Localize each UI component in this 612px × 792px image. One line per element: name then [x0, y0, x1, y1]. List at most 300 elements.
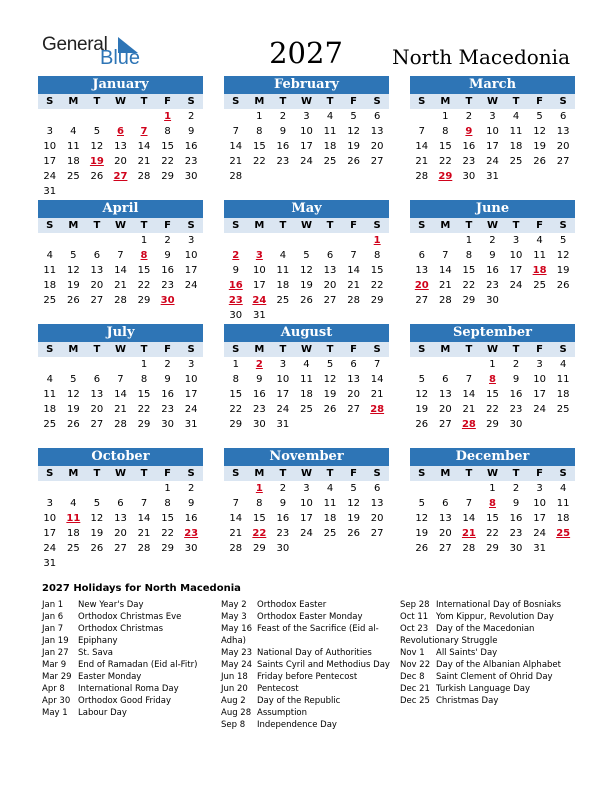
day-cell: 21	[347, 280, 360, 291]
empty-cell	[342, 233, 366, 248]
day-cell: 30	[509, 543, 523, 554]
day-cell: 9	[489, 250, 496, 261]
holiday-name: Epiphany	[78, 636, 118, 646]
day-cell: 4	[536, 235, 543, 246]
day-cell: 13	[90, 389, 104, 400]
day-cell: 19	[347, 141, 360, 152]
weekday-label: S	[232, 96, 240, 107]
day-cell: 21	[229, 156, 243, 167]
holiday-row	[400, 623, 575, 635]
day-cell: 22	[438, 156, 452, 167]
holiday-name: Saints Cyril and Methodius Day	[257, 660, 390, 670]
empty-cell	[342, 541, 366, 556]
day-cell: 6	[418, 250, 425, 261]
day-cell: 3	[489, 111, 496, 122]
weekday-label: T	[93, 96, 101, 107]
week-row	[38, 496, 203, 511]
day-cell: 20	[114, 528, 127, 539]
day-cell: 12	[415, 513, 429, 524]
empty-cell	[295, 169, 319, 184]
empty-cell	[271, 169, 295, 184]
holiday-row	[400, 647, 575, 659]
week-row	[410, 169, 575, 184]
week-row	[224, 511, 389, 526]
weekday-label: W	[486, 344, 498, 355]
weekday-header	[224, 218, 389, 233]
day-cell: 27	[347, 404, 360, 415]
holiday-day: 30	[160, 295, 175, 306]
day-cell: 23	[161, 280, 174, 291]
holiday-date: Oct 23	[400, 624, 429, 634]
holidays-column-2	[221, 599, 401, 731]
holiday-day: 25	[556, 528, 571, 539]
month-june	[410, 200, 575, 308]
day-cell: 5	[418, 498, 425, 509]
day-cell: 1	[232, 359, 239, 370]
day-cell: 11	[533, 250, 546, 261]
day-cell: 6	[373, 111, 381, 122]
holiday-date: May 24	[221, 660, 253, 670]
weekday-label: S	[418, 96, 426, 107]
week-row	[38, 481, 203, 496]
day-cell: 2	[465, 111, 473, 122]
day-cell: 18	[300, 389, 313, 400]
day-cell: 1	[140, 235, 148, 246]
weekday-label: S	[187, 96, 195, 107]
holiday-day: 11	[66, 513, 81, 524]
weekday-label: W	[486, 468, 498, 479]
day-cell: 13	[438, 513, 452, 524]
month-april	[38, 200, 203, 308]
week-row	[224, 481, 389, 496]
holiday-day: 1	[373, 235, 381, 246]
weekday-label: M	[440, 468, 451, 479]
day-cell: 12	[300, 265, 313, 276]
day-cell: 25	[66, 543, 80, 554]
holiday-row	[42, 599, 222, 611]
day-cell: 29	[137, 419, 151, 430]
day-cell: 17	[43, 156, 57, 167]
logo-general-text: General	[42, 34, 108, 55]
weekday-label: F	[164, 344, 172, 355]
month-december	[410, 448, 575, 556]
weekday-label: T	[512, 468, 520, 479]
day-cell: 28	[114, 419, 127, 430]
day-cell: 25	[533, 280, 546, 291]
day-cell: 14	[137, 141, 151, 152]
holiday-name: Labour Day	[78, 708, 127, 718]
day-cell: 21	[114, 280, 127, 291]
day-cell: 14	[370, 374, 384, 385]
week-row	[38, 526, 203, 541]
weekday-label: T	[279, 468, 287, 479]
day-cell: 6	[373, 483, 381, 494]
day-cell: 29	[161, 171, 174, 182]
day-cell: 13	[347, 374, 360, 385]
holiday-name: Yom Kippur, Revolution Day	[436, 612, 554, 622]
day-cell: 9	[279, 498, 287, 509]
weekday-label: S	[232, 220, 240, 231]
day-cell: 16	[161, 265, 174, 276]
day-cell: 11	[556, 374, 570, 385]
weekday-label: S	[46, 96, 54, 107]
weekday-label: S	[373, 220, 381, 231]
day-cell: 1	[140, 359, 148, 370]
week-row	[38, 154, 203, 169]
weekday-label: M	[68, 220, 79, 231]
holiday-day: 28	[461, 419, 476, 430]
weekday-header	[410, 94, 575, 109]
day-cell: 18	[276, 280, 290, 291]
holiday-name: Friday before Pentecost	[257, 672, 358, 682]
empty-cell	[504, 169, 528, 184]
weekday-label: T	[326, 220, 334, 231]
weekday-header	[410, 466, 575, 481]
day-cell: 10	[252, 265, 266, 276]
weekday-label: T	[279, 344, 287, 355]
day-cell: 17	[184, 265, 198, 276]
day-cell: 30	[276, 543, 290, 554]
day-cell: 5	[536, 111, 543, 122]
day-cell: 9	[512, 374, 520, 385]
day-cell: 20	[556, 141, 570, 152]
day-cell: 10	[43, 141, 57, 152]
day-cell: 26	[90, 543, 104, 554]
holiday-date: Nov 1	[400, 648, 425, 658]
day-cell: 2	[279, 111, 287, 122]
day-cell: 6	[350, 359, 357, 370]
day-cell: 3	[187, 235, 195, 246]
weekday-label: S	[232, 344, 240, 355]
empty-cell	[132, 556, 156, 571]
day-cell: 2	[164, 235, 171, 246]
holiday-name: Easter Monday	[78, 672, 142, 682]
day-cell: 3	[303, 483, 310, 494]
holiday-date: Jun 20	[221, 684, 248, 694]
day-cell: 10	[533, 498, 546, 509]
day-cell: 14	[347, 265, 360, 276]
holiday-day: 1	[255, 483, 263, 494]
holiday-day: 27	[113, 171, 128, 182]
empty-cell	[457, 357, 481, 372]
weekday-label: S	[559, 220, 567, 231]
weekday-label: F	[350, 468, 358, 479]
empty-cell	[179, 556, 203, 571]
weekday-header	[410, 342, 575, 357]
week-row	[38, 541, 203, 556]
month-title: October	[38, 448, 203, 466]
empty-cell	[85, 184, 109, 199]
day-cell: 5	[350, 111, 357, 122]
holiday-name: International Day of Bosniaks	[436, 600, 562, 610]
week-row	[224, 248, 389, 263]
day-cell: 22	[161, 528, 174, 539]
day-cell: 31	[43, 558, 57, 569]
empty-cell	[342, 417, 366, 432]
holiday-name: All Saints' Day	[436, 648, 498, 658]
day-cell: 18	[43, 280, 57, 291]
week-row	[410, 139, 575, 154]
holiday-name: Day of the Albanian Alphabet	[436, 660, 561, 670]
day-cell: 3	[512, 235, 520, 246]
holiday-day: 3	[255, 250, 263, 261]
empty-cell	[295, 233, 319, 248]
empty-cell	[318, 417, 342, 432]
empty-cell	[528, 417, 552, 432]
holiday-date: Mar 9	[42, 660, 67, 670]
day-cell: 15	[252, 141, 266, 152]
holiday-day: 21	[461, 528, 476, 539]
day-cell: 8	[164, 126, 171, 137]
day-cell: 3	[279, 359, 287, 370]
holidays-title: 2027 Holidays for North Macedonia	[42, 583, 241, 594]
empty-cell	[85, 556, 109, 571]
day-cell: 14	[462, 513, 476, 524]
holiday-name: International Roma Day	[78, 684, 179, 694]
day-cell: 25	[556, 404, 570, 415]
empty-cell	[528, 169, 552, 184]
day-cell: 11	[323, 498, 337, 509]
month-title: February	[224, 76, 389, 94]
day-cell: 23	[509, 404, 523, 415]
empty-cell	[132, 184, 156, 199]
weekday-label: T	[93, 468, 101, 479]
week-row	[224, 169, 389, 184]
week-row	[38, 372, 203, 387]
empty-cell	[551, 417, 575, 432]
day-cell: 21	[462, 404, 476, 415]
day-cell: 1	[489, 359, 496, 370]
day-cell: 13	[370, 498, 384, 509]
day-cell: 16	[509, 513, 523, 524]
day-cell: 14	[114, 389, 127, 400]
holiday-name: Orthodox Christmas Eve	[78, 612, 182, 622]
day-cell: 7	[465, 498, 473, 509]
day-cell: 18	[66, 528, 80, 539]
holiday-day: 2	[255, 359, 263, 370]
holiday-day: 9	[465, 126, 473, 137]
day-cell: 27	[438, 419, 452, 430]
weekday-header	[224, 466, 389, 481]
day-cell: 19	[300, 280, 313, 291]
weekday-label: W	[486, 220, 498, 231]
holiday-date: Dec 25	[400, 696, 430, 706]
day-cell: 20	[370, 513, 384, 524]
day-cell: 9	[164, 250, 171, 261]
holiday-day: 2	[232, 250, 240, 261]
day-cell: 10	[184, 250, 198, 261]
day-cell: 7	[232, 126, 239, 137]
day-cell: 30	[229, 310, 243, 321]
empty-cell	[109, 184, 133, 199]
week-row	[38, 556, 203, 571]
month-february	[224, 76, 389, 184]
weekday-label: M	[440, 220, 451, 231]
day-cell: 8	[465, 250, 473, 261]
day-cell: 26	[300, 295, 313, 306]
day-cell: 7	[442, 250, 449, 261]
week-row	[410, 154, 575, 169]
holiday-date: May 1	[42, 708, 68, 718]
holiday-day: 29	[438, 171, 453, 182]
weekday-label: S	[46, 344, 54, 355]
day-cell: 6	[442, 498, 449, 509]
day-cell: 6	[93, 374, 101, 385]
holiday-date: Jan 19	[42, 636, 69, 646]
day-cell: 5	[93, 498, 101, 509]
weekday-label: S	[559, 96, 567, 107]
weekday-label: T	[512, 96, 520, 107]
holiday-row	[221, 719, 401, 731]
day-cell: 9	[187, 498, 195, 509]
week-row	[224, 496, 389, 511]
day-cell: 4	[326, 483, 334, 494]
empty-cell	[434, 233, 458, 248]
weekday-label: W	[114, 220, 126, 231]
day-cell: 16	[276, 513, 290, 524]
day-cell: 27	[370, 156, 384, 167]
day-cell: 20	[90, 280, 104, 291]
day-cell: 13	[556, 126, 570, 137]
day-cell: 21	[114, 404, 127, 415]
empty-cell	[365, 169, 389, 184]
day-cell: 4	[559, 359, 567, 370]
day-cell: 17	[43, 528, 57, 539]
day-cell: 4	[279, 250, 287, 261]
day-cell: 27	[90, 419, 104, 430]
day-cell: 10	[43, 513, 57, 524]
day-cell: 23	[509, 528, 523, 539]
day-cell: 3	[46, 498, 53, 509]
holiday-date: Sep 28	[400, 600, 430, 610]
day-cell: 29	[462, 295, 476, 306]
empty-cell	[132, 481, 156, 496]
empty-cell	[156, 556, 180, 571]
weekday-label: W	[114, 344, 126, 355]
empty-cell	[504, 293, 528, 308]
day-cell: 11	[43, 389, 57, 400]
day-cell: 17	[509, 265, 523, 276]
weekday-label: T	[465, 96, 473, 107]
weekday-header	[38, 218, 203, 233]
empty-cell	[528, 293, 552, 308]
day-cell: 4	[46, 250, 53, 261]
day-cell: 16	[276, 141, 290, 152]
empty-cell	[38, 481, 62, 496]
month-may	[224, 200, 389, 323]
day-cell: 15	[229, 389, 243, 400]
holiday-name: New Year's Day	[78, 600, 144, 610]
day-cell: 5	[93, 126, 101, 137]
week-row	[38, 139, 203, 154]
day-cell: 1	[489, 483, 496, 494]
day-cell: 10	[486, 126, 499, 137]
week-row	[224, 139, 389, 154]
month-october	[38, 448, 203, 571]
empty-cell	[410, 481, 434, 496]
empty-cell	[295, 308, 319, 323]
holiday-name: Saint Clement of Ohrid Day	[436, 672, 553, 682]
day-cell: 28	[137, 171, 151, 182]
day-cell: 7	[117, 374, 124, 385]
month-title: November	[224, 448, 389, 466]
holiday-date: Jan 27	[42, 648, 69, 658]
weekday-label: S	[373, 344, 381, 355]
weekday-label: M	[440, 344, 451, 355]
day-cell: 15	[486, 389, 499, 400]
day-cell: 22	[486, 404, 499, 415]
day-cell: 12	[556, 250, 570, 261]
day-cell: 5	[326, 359, 334, 370]
empty-cell	[434, 481, 458, 496]
day-cell: 15	[486, 513, 499, 524]
week-row	[224, 357, 389, 372]
day-cell: 28	[114, 295, 127, 306]
weekday-label: T	[465, 220, 473, 231]
week-row	[224, 124, 389, 139]
day-cell: 20	[438, 528, 452, 539]
holiday-name: Orthodox Easter Monday	[257, 612, 363, 622]
day-cell: 3	[46, 126, 53, 137]
day-cell: 2	[187, 483, 195, 494]
day-cell: 9	[187, 126, 195, 137]
holiday-day: 16	[228, 280, 243, 291]
day-cell: 19	[533, 141, 546, 152]
holidays-column-1	[42, 599, 222, 719]
week-row	[224, 417, 389, 432]
month-title: August	[224, 324, 389, 342]
day-cell: 12	[415, 389, 429, 400]
weekday-label: W	[114, 96, 126, 107]
day-cell: 2	[512, 483, 520, 494]
day-cell: 15	[462, 265, 476, 276]
week-row	[410, 541, 575, 556]
day-cell: 27	[415, 295, 429, 306]
weekday-label: W	[300, 344, 312, 355]
week-row	[38, 248, 203, 263]
empty-cell	[365, 417, 389, 432]
week-row	[410, 496, 575, 511]
holiday-date: Sep 8	[221, 720, 246, 730]
empty-cell	[62, 556, 86, 571]
holiday-row	[221, 599, 401, 611]
empty-cell	[295, 417, 319, 432]
empty-cell	[224, 109, 248, 124]
holiday-name: Feast of the Sacrifice (Eid al-	[257, 624, 379, 634]
holiday-day: 8	[488, 374, 496, 385]
day-cell: 30	[252, 419, 266, 430]
weekday-label: F	[536, 468, 544, 479]
weekday-label: S	[46, 468, 54, 479]
day-cell: 25	[43, 295, 57, 306]
day-cell: 4	[326, 111, 334, 122]
day-cell: 13	[90, 265, 104, 276]
holiday-date: May 23	[221, 648, 253, 658]
holiday-row	[400, 671, 575, 683]
day-cell: 27	[323, 295, 337, 306]
day-cell: 28	[415, 171, 429, 182]
day-cell: 22	[370, 280, 384, 291]
weekday-label: T	[512, 220, 520, 231]
day-cell: 15	[252, 513, 266, 524]
holiday-date: Dec 21	[400, 684, 430, 694]
day-cell: 7	[232, 498, 239, 509]
empty-cell	[38, 109, 62, 124]
day-cell: 29	[252, 543, 266, 554]
day-cell: 17	[184, 389, 198, 400]
day-cell: 4	[303, 359, 310, 370]
weekday-label: F	[164, 468, 172, 479]
